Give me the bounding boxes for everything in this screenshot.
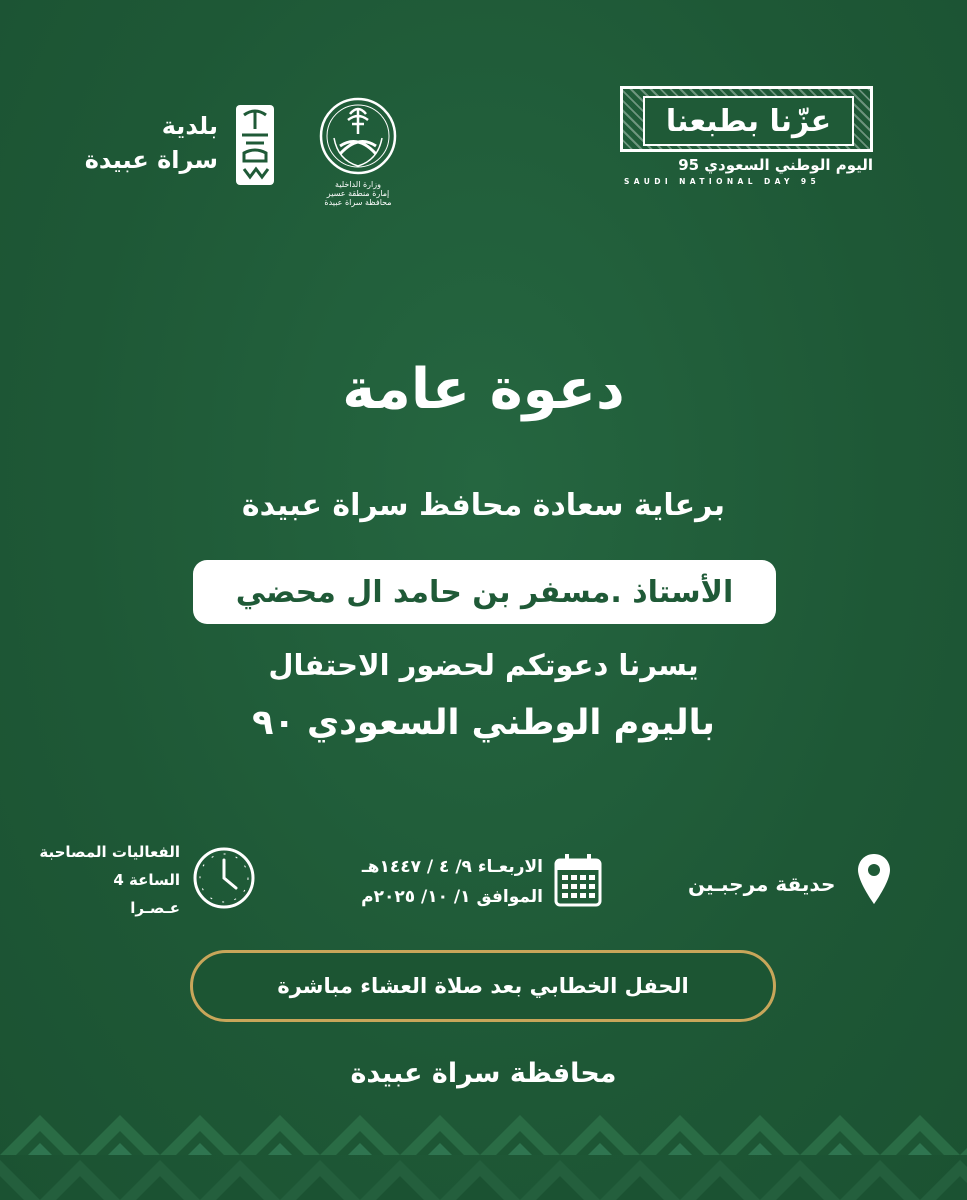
municipality-name xyxy=(85,109,218,177)
page-title: دعوة عامة xyxy=(342,357,625,422)
activities-title: الفعاليات المصاحبة xyxy=(39,843,180,861)
national-day-slogan: عزّنا بطبعنا xyxy=(643,96,854,146)
municipality-line2: سراة عبيدة xyxy=(84,146,218,174)
municipality-emblem-icon xyxy=(234,103,276,187)
date-info xyxy=(318,852,543,912)
activities-time: الساعة 4 xyxy=(113,871,180,889)
clock-icon xyxy=(192,846,256,910)
hijri-date: الاربعـاء ٩/ ٤ / ١٤٤٧هـ xyxy=(361,857,543,877)
gregorian-date: الموافق ١/ ١٠/ ٢٠٢٥م xyxy=(361,887,543,907)
ceremony-text: الحفل الخطابي بعد صلاة العشاء مباشرة xyxy=(277,974,689,998)
municipality-line1: بلدية xyxy=(161,112,218,140)
national-day-english: SAUDI NATIONAL DAY 95 xyxy=(624,177,821,186)
ceremony-box xyxy=(190,950,776,1022)
activities-info xyxy=(30,838,180,922)
activities-period: عـصـرا xyxy=(130,899,180,917)
national-day-subtitle: اليوم الوطني السعودي 95 xyxy=(678,156,873,174)
emblem-caption-line: محافظة سراة عبيدة xyxy=(324,198,392,207)
patronage-line: برعاية سعادة محافظ سراة عبيدة xyxy=(241,488,726,523)
location-name: حديقة مرجبـين xyxy=(688,872,836,896)
occasion-line: باليوم الوطني السعودي ٩٠ xyxy=(252,703,715,743)
sadu-pattern-footer xyxy=(0,1110,967,1200)
calendar-icon xyxy=(553,852,603,908)
invitation-line: يسرنا دعوتكم لحضور الاحتفال xyxy=(268,648,699,682)
honoree-name-box xyxy=(193,560,776,624)
municipality-logo xyxy=(80,103,280,187)
honoree-name: الأستاذ .مسفر بن حامد ال محضي xyxy=(235,574,734,610)
emblem-caption-line: وزارة الداخلية xyxy=(335,180,381,189)
emblem-caption-line: إمارة منطقة عسير xyxy=(326,189,390,198)
national-day-logo xyxy=(620,86,875,196)
governorate-name: محافظة سراة عبيدة xyxy=(350,1058,617,1089)
emblem-caption xyxy=(318,180,398,207)
location-pin-icon xyxy=(856,852,892,906)
sadu-pattern-frame xyxy=(620,86,873,152)
